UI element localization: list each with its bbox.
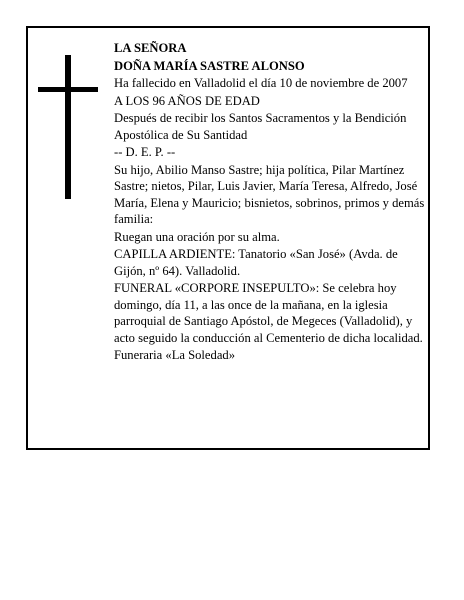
obituary-text-block — [114, 40, 430, 365]
funeral-home-line: Funeraria «La Soledad» — [114, 348, 235, 362]
cross-vertical-bar — [65, 55, 71, 199]
death-announcement: Ha fallecido en Valladolid el día 10 de noviembre de 2007 — [114, 76, 408, 90]
age-line: A LOS 96 AÑOS DE EDAD — [114, 93, 260, 108]
funeral-line: FUNERAL «CORPORE INSEPULTO»: Se celebra hoy domingo, día 11, a las once de la mañana, en la iglesia parroquial de Santiago Apóstol, de Megeces (Valladolid), y acto seguido la conducción al Cementerio de dicha localidad. — [114, 281, 423, 345]
latin-cross-icon — [38, 55, 98, 199]
sacraments-line: Después de recibir los Santos Sacramentos y la Bendición Apostólica de Su Santidad — [114, 111, 407, 142]
prayer-line: Ruegan una oración por su alma. — [114, 229, 280, 244]
notice-title: LA SEÑORA — [114, 41, 187, 55]
chapel-line: CAPILLA ARDIENTE: Tanatorio «San José» (Avda. de Gijón, nº 64). Valladolid. — [114, 247, 398, 278]
deceased-name: DOÑA MARÍA SASTRE ALONSO — [114, 58, 305, 73]
cross-horizontal-bar — [38, 87, 98, 92]
family-line: Su hijo, Abilio Manso Sastre; hija política, Pilar Martínez Sastre; nietos, Pilar, Luis Javier, María Teresa, Alfredo, José María, Elena y Mauricio; bisnietos, sobrinos, primos y demás familia: — [114, 162, 425, 226]
rip-line: -- D. E. P. -- — [114, 145, 176, 159]
obituary-notice-frame — [26, 26, 430, 450]
